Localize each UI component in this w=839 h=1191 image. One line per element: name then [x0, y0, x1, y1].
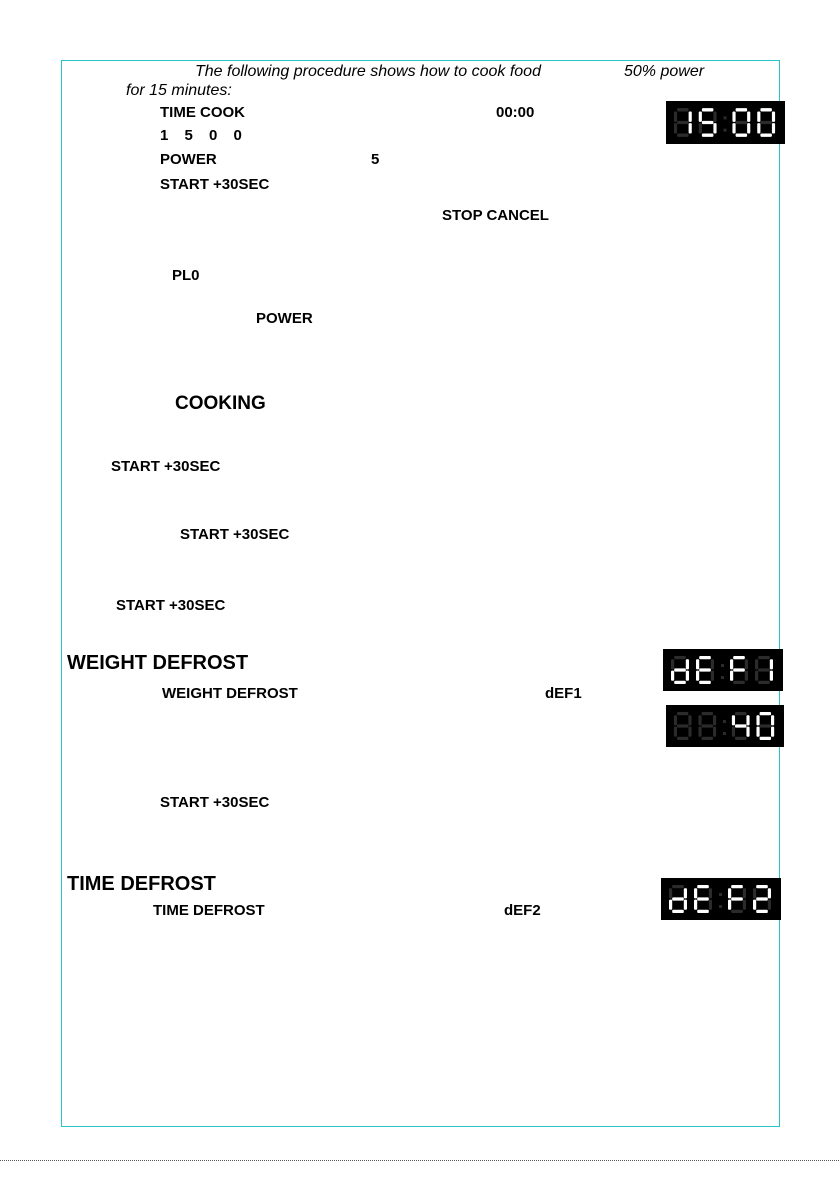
- bottom-dotted-line: [0, 1160, 839, 1161]
- time-defrost-heading: TIME DEFROST: [67, 873, 216, 895]
- display-def2: [661, 878, 781, 920]
- intro-power-percent: 50% power: [624, 63, 705, 80]
- pl0-label: PL0: [172, 267, 200, 284]
- time-defrost-code: dEF2: [504, 902, 541, 919]
- display-zero-value: 00:00: [496, 104, 535, 121]
- time-defrost-button-label: TIME DEFROST: [153, 902, 265, 919]
- weight-defrost-button-label: WEIGHT DEFROST: [162, 685, 298, 702]
- lcd-digit: [694, 885, 712, 913]
- lcd-digit: [757, 108, 775, 137]
- lcd-digit: [732, 108, 750, 137]
- lcd-digit: [730, 656, 748, 684]
- lcd-digit: [674, 108, 692, 137]
- lcd-digit: [674, 712, 692, 740]
- lcd-digit: [755, 656, 773, 684]
- lcd-digit: [698, 712, 716, 740]
- weight-defrost-heading: WEIGHT DEFROST: [67, 652, 249, 674]
- lcd-digit: [696, 656, 714, 684]
- display-cook-time: [666, 101, 785, 144]
- intro-line: The following procedure shows how to cook food: [195, 63, 541, 80]
- display-weight: [666, 705, 784, 747]
- lcd-colon-dot: [719, 905, 722, 908]
- intro-line-2: for 15 minutes:: [126, 82, 232, 99]
- weight-defrost-start-label: START +30SEC: [160, 794, 270, 811]
- power-level-value: 5: [371, 151, 380, 168]
- power-note-label: POWER: [256, 310, 313, 327]
- lcd-digit: [728, 885, 746, 913]
- power-label: POWER: [160, 151, 217, 168]
- start-label: START +30SEC: [160, 176, 270, 193]
- lcd-digit: [756, 712, 774, 740]
- lcd-colon-dot: [724, 129, 727, 132]
- lcd-colon-dot: [724, 116, 727, 119]
- lcd-digit: [669, 885, 687, 913]
- lcd-colon-dot: [719, 893, 722, 896]
- start-note-b: START +30SEC: [180, 526, 290, 543]
- lcd-colon-dot: [723, 720, 726, 723]
- lcd-colon-dot: [723, 732, 726, 735]
- display-def1: [663, 649, 783, 691]
- lcd-digit: [732, 712, 750, 740]
- page-frame: [61, 60, 780, 1127]
- lcd-digit: [753, 885, 771, 913]
- weight-defrost-code: dEF1: [545, 685, 582, 702]
- time-cook-label: TIME COOK: [160, 104, 245, 121]
- start-note-c: START +30SEC: [116, 597, 226, 614]
- digits-entry: 1 5 0 0: [160, 127, 248, 144]
- lcd-colon-dot: [721, 664, 724, 667]
- lcd-digit: [671, 656, 689, 684]
- start-note-a: START +30SEC: [111, 458, 221, 475]
- lcd-digit: [699, 108, 717, 137]
- stop-cancel-label: STOP CANCEL: [442, 207, 549, 224]
- cooking-label: COOKING: [175, 393, 266, 414]
- lcd-colon-dot: [721, 676, 724, 679]
